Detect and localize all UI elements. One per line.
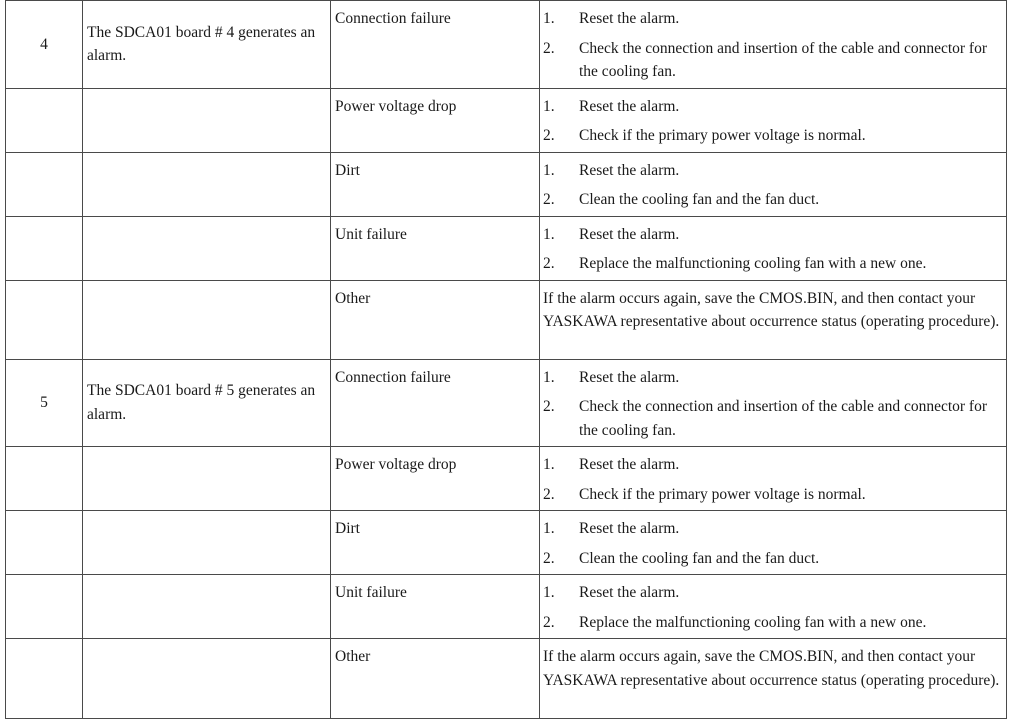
alarm-description: The SDCA01 board # 4 generates an alarm.: [87, 23, 316, 65]
step-text: Check the connection and insertion of the cable and connector for the cooling fan.: [579, 398, 988, 439]
corrective-action-cell: [540, 447, 1007, 511]
step-text: Check if the primary power voltage is normal.: [579, 485, 866, 503]
cause-label: Dirt: [335, 161, 360, 179]
table-row: [6, 88, 1007, 152]
step-text: Reset the alarm.: [579, 10, 680, 27]
action-step: [543, 7, 1002, 31]
action-step: [543, 395, 1002, 442]
step-text: Reset the alarm.: [579, 368, 680, 386]
table-row: [6, 639, 1007, 719]
cause-label: Dirt: [335, 520, 360, 537]
alarm-description-cell: [83, 447, 331, 511]
step-number: 2.: [543, 191, 555, 208]
cause-label: Unit failure: [335, 584, 407, 601]
cause-label: Unit failure: [335, 225, 407, 243]
table-row: [6, 152, 1007, 216]
cause-cell: [331, 447, 540, 511]
action-step: [543, 581, 1002, 605]
step-number: 1.: [543, 520, 555, 537]
step-number: 2.: [543, 39, 555, 57]
alarm-number-cell: [6, 1, 83, 89]
cause-cell: [331, 152, 540, 216]
action-step: [543, 366, 1002, 390]
action-step: [543, 188, 1002, 212]
alarm-number-cell: [6, 359, 83, 447]
step-number: 1.: [543, 10, 555, 27]
corrective-action-cell: [540, 88, 1007, 152]
cause-cell: [331, 359, 540, 447]
step-number: 2.: [543, 398, 555, 415]
step-text: Replace the malfunctioning cooling fan with a new one.: [579, 613, 927, 631]
step-number: 2.: [543, 485, 555, 503]
action-step: [543, 547, 1002, 571]
cause-label: Connection failure: [335, 10, 451, 27]
step-number: 1.: [543, 584, 555, 601]
step-text: Reset the alarm.: [579, 97, 680, 115]
step-number: 1.: [543, 456, 555, 473]
corrective-action-cell: [540, 511, 1007, 575]
alarm-number-cell: [6, 216, 83, 280]
action-step: [543, 159, 1002, 183]
alarm-number-cell: [6, 511, 83, 575]
step-number: 2.: [543, 127, 555, 144]
action-step: [543, 95, 1002, 119]
cause-label: Other: [335, 648, 371, 665]
cause-label: Other: [335, 289, 371, 307]
table-row: [6, 1, 1007, 89]
step-text: Reset the alarm.: [579, 161, 680, 179]
alarm-number-cell: [6, 447, 83, 511]
step-number: 1.: [543, 161, 555, 179]
table-row: [6, 447, 1007, 511]
step-number: 1.: [543, 225, 555, 243]
alarm-number-cell: [6, 152, 83, 216]
action-note: If the alarm occurs again, save the CMOS.BIN, and then contact your YASKAWA representative about occurrence status (operating procedure).: [543, 648, 1000, 689]
corrective-action-cell: [540, 639, 1007, 719]
cause-label: Connection failure: [335, 368, 451, 386]
corrective-action-cell: [540, 575, 1007, 639]
step-number: 2.: [543, 549, 555, 567]
cause-cell: [331, 216, 540, 280]
alarm-number: 5: [40, 394, 48, 411]
step-text: Check if the primary power voltage is normal.: [579, 127, 866, 144]
step-text: Replace the malfunctioning cooling fan with a new one.: [579, 255, 927, 272]
alarm-description-cell: [83, 359, 331, 447]
corrective-action-cell: [540, 1, 1007, 89]
cause-cell: [331, 511, 540, 575]
step-number: 2.: [543, 255, 555, 272]
alarm-number-cell: [6, 575, 83, 639]
table-row: [6, 280, 1007, 359]
table-row: [6, 359, 1007, 447]
step-text: Reset the alarm.: [579, 225, 680, 243]
cause-cell: [331, 280, 540, 359]
action-step: [543, 124, 1002, 148]
action-step: [543, 252, 1002, 276]
action-step: [543, 517, 1002, 541]
cause-label: Power voltage drop: [335, 456, 457, 473]
alarm-number-cell: [6, 280, 83, 359]
step-text: Reset the alarm.: [579, 584, 680, 601]
alarm-description-cell: [83, 511, 331, 575]
step-number: 1.: [543, 97, 555, 115]
alarm-description: The SDCA01 board # 5 generates an alarm.: [87, 382, 316, 423]
table-row: [6, 575, 1007, 639]
action-step: [543, 37, 1002, 84]
table-row: [6, 216, 1007, 280]
step-text: Reset the alarm.: [579, 456, 680, 473]
cause-cell: [331, 575, 540, 639]
cause-cell: [331, 88, 540, 152]
step-text: Clean the cooling fan and the fan duct.: [579, 549, 820, 567]
alarm-number-cell: [6, 88, 83, 152]
step-number: 2.: [543, 613, 555, 631]
cause-cell: [331, 639, 540, 719]
alarm-description-cell: [83, 280, 331, 359]
step-text: Reset the alarm.: [579, 520, 680, 537]
cause-label: Power voltage drop: [335, 97, 457, 115]
action-step: [543, 223, 1002, 247]
action-note: If the alarm occurs again, save the CMOS.BIN, and then contact your YASKAWA representative about occurrence status (operating procedure).: [543, 289, 1000, 330]
corrective-action-cell: [540, 280, 1007, 359]
alarm-troubleshooting-table: [5, 0, 1007, 719]
step-text: Check the connection and insertion of the cable and connector for the cooling fan.: [579, 39, 988, 80]
alarm-description-cell: [83, 216, 331, 280]
alarm-description-cell: [83, 152, 331, 216]
alarm-number-cell: [6, 639, 83, 719]
action-step: [543, 611, 1002, 635]
alarm-description-cell: [83, 88, 331, 152]
alarm-description-cell: [83, 639, 331, 719]
cause-cell: [331, 1, 540, 89]
step-number: 1.: [543, 368, 555, 386]
alarm-description-cell: [83, 575, 331, 639]
corrective-action-cell: [540, 216, 1007, 280]
alarm-description-cell: [83, 1, 331, 89]
corrective-action-cell: [540, 152, 1007, 216]
action-step: [543, 483, 1002, 507]
action-step: [543, 453, 1002, 477]
step-text: Clean the cooling fan and the fan duct.: [579, 191, 820, 208]
corrective-action-cell: [540, 359, 1007, 447]
alarm-number: 4: [40, 35, 48, 53]
table-row: [6, 511, 1007, 575]
